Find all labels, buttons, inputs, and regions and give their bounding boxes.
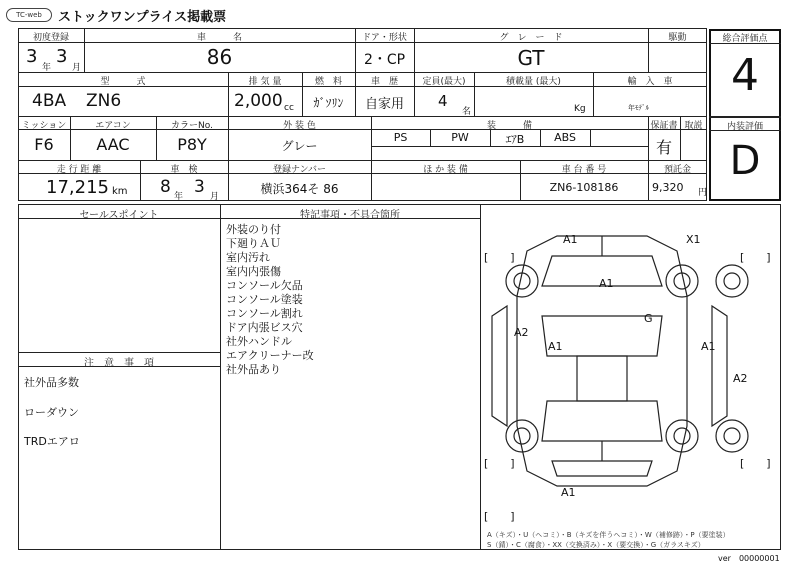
door-type: 2・CP bbox=[363, 52, 406, 68]
interior-rating-label: 内装評価 bbox=[726, 122, 763, 132]
caution-label: 注 意 事 項 bbox=[84, 358, 154, 369]
note-item: 下廻りＡＵ bbox=[226, 237, 281, 250]
damage-mark: A1 bbox=[548, 340, 563, 353]
caution-item: 社外品多数 bbox=[24, 376, 79, 389]
overall-rating-label: 総合評価点 bbox=[722, 34, 768, 44]
interior-rating: D bbox=[729, 138, 761, 184]
inspection-month: 3 bbox=[194, 177, 205, 197]
plate-label: 登録ナンバー bbox=[273, 165, 326, 175]
notes-label: 特記事項・不具合箇所 bbox=[300, 210, 400, 221]
note-item: コンソール欠品 bbox=[226, 279, 303, 292]
overall-rating: 4 bbox=[731, 50, 759, 101]
note-item: 外装のり付 bbox=[226, 223, 281, 236]
capacity-unit: 名 bbox=[462, 107, 472, 117]
aircon: AAC bbox=[96, 135, 130, 154]
car-name: 86 bbox=[206, 45, 233, 69]
chassis-label: 車 台 番 号 bbox=[561, 165, 607, 175]
model-code: ZN6 bbox=[86, 91, 122, 111]
bracket-mark: [ ] bbox=[740, 457, 771, 470]
note-item: 室内内張傷 bbox=[226, 265, 281, 278]
warranty: 有 bbox=[655, 138, 672, 157]
damage-mark: A1 bbox=[563, 233, 578, 246]
deposit-label: 預託金 bbox=[663, 165, 691, 175]
equipment-item: PW bbox=[451, 131, 469, 144]
note-item: 室内汚れ bbox=[226, 251, 270, 264]
fuel-label: 燃 料 bbox=[314, 77, 342, 87]
sales-points-label: セールスポイント bbox=[79, 210, 159, 221]
deposit-unit: 円 bbox=[698, 188, 708, 198]
damage-mark: X1 bbox=[686, 233, 701, 246]
damage-mark: G bbox=[644, 312, 653, 325]
other-equipment-label: ほ か 装 備 bbox=[423, 165, 468, 175]
warranty-label: 保証書 bbox=[650, 121, 678, 131]
color-no-label: カラーNo. bbox=[171, 121, 213, 131]
caution-item: TRDエアロ bbox=[24, 435, 80, 448]
note-item: 社外ハンドル bbox=[226, 335, 292, 348]
load-label: 積載量 (最大) bbox=[506, 77, 561, 87]
displacement: 2,000 bbox=[234, 91, 283, 111]
note-item: コンソール割れ bbox=[226, 307, 303, 320]
mission-label: ミッション bbox=[21, 121, 67, 131]
registration-plate: 横浜364そ 86 bbox=[260, 182, 339, 196]
note-item: エアクリーナー改 bbox=[226, 349, 314, 362]
first-registration-month-unit: 月 bbox=[72, 63, 82, 73]
grade: GT bbox=[517, 46, 545, 70]
import-label: 輸 入 車 bbox=[627, 77, 673, 87]
fuel: ｶﾞｿﾘﾝ bbox=[313, 96, 344, 110]
exterior-color: グレー bbox=[281, 139, 318, 153]
color-no: P8Y bbox=[177, 135, 207, 154]
note-item: ドア内張ビス穴 bbox=[226, 321, 303, 334]
load-unit: Kg bbox=[574, 104, 586, 114]
deposit: 9,320 bbox=[652, 181, 684, 194]
inspection-year: 8 bbox=[160, 177, 171, 197]
first-registration-month: 3 bbox=[56, 46, 68, 67]
equipment-label: 装 備 bbox=[486, 121, 532, 131]
mission: F6 bbox=[34, 135, 54, 154]
grade-label: グ レ ー ド bbox=[499, 33, 563, 43]
inspection-label: 車 検 bbox=[170, 165, 198, 175]
import-model-year-note: 年ﾓﾃﾞﾙ bbox=[628, 104, 649, 112]
chassis-number: ZN6-108186 bbox=[549, 181, 619, 194]
logo: TC-web bbox=[6, 8, 52, 22]
mileage: 17,215 bbox=[46, 177, 109, 198]
damage-mark: A2 bbox=[733, 372, 748, 385]
inspection-year-unit: 年 bbox=[174, 192, 184, 202]
drive-label: 駆動 bbox=[668, 33, 687, 43]
history-label: 車 歴 bbox=[370, 77, 398, 87]
first-registration-year: 3 bbox=[26, 46, 38, 67]
capacity: 4 bbox=[438, 92, 448, 110]
version-label: ver 00000001 bbox=[718, 554, 780, 563]
bracket-mark: [ ] bbox=[484, 457, 515, 470]
exterior-color-label: 外 装 色 bbox=[283, 121, 316, 131]
manual-label: 取説 bbox=[684, 121, 703, 131]
bracket-mark: [ ] bbox=[484, 251, 515, 264]
damage-mark: A1 bbox=[561, 486, 576, 499]
first-registration-year-unit: 年 bbox=[42, 63, 52, 73]
equipment-item: ABS bbox=[554, 131, 576, 144]
displacement-unit: cc bbox=[284, 103, 294, 113]
legend-line: A（キズ）・U（ヘコミ）・B（キズを伴うヘコミ）・W（補修跡）・P（要塗装） bbox=[487, 531, 730, 539]
model-label: 型 式 bbox=[100, 77, 146, 87]
legend-line: S（錆）・C（腐食）・XX（交換済み）・X（要交換）・G（ガラスキズ） bbox=[487, 541, 705, 549]
damage-mark: A1 bbox=[599, 277, 614, 290]
note-item: コンソール塗装 bbox=[226, 293, 303, 306]
model-prefix: 4BA bbox=[32, 91, 67, 111]
history: 自家用 bbox=[364, 97, 404, 112]
equipment-item: ｴｱB bbox=[505, 133, 525, 146]
note-item: 社外品あり bbox=[226, 363, 281, 376]
aircon-label: エアコン bbox=[95, 121, 131, 131]
caution-item: ローダウン bbox=[24, 406, 79, 419]
damage-mark: A1 bbox=[701, 340, 716, 353]
capacity-label: 定員(最大) bbox=[422, 77, 466, 87]
mileage-label: 走 行 距 離 bbox=[56, 165, 102, 175]
equipment-item: PS bbox=[393, 131, 408, 144]
car-name-label: 車 名 bbox=[196, 33, 242, 43]
inspection-month-unit: 月 bbox=[210, 192, 220, 202]
damage-mark: A2 bbox=[514, 326, 529, 339]
door-label: ドア・形状 bbox=[362, 33, 407, 43]
first-registration-label: 初度登録 bbox=[32, 33, 69, 43]
mileage-unit: km bbox=[112, 186, 128, 197]
car-damage-diagram bbox=[482, 206, 780, 526]
displacement-label: 排 気 量 bbox=[248, 77, 282, 87]
document-title: ストックワンプライス掲載票 bbox=[58, 10, 227, 25]
bracket-mark: [ ] bbox=[740, 251, 771, 264]
bracket-mark: [ ] bbox=[484, 510, 515, 523]
